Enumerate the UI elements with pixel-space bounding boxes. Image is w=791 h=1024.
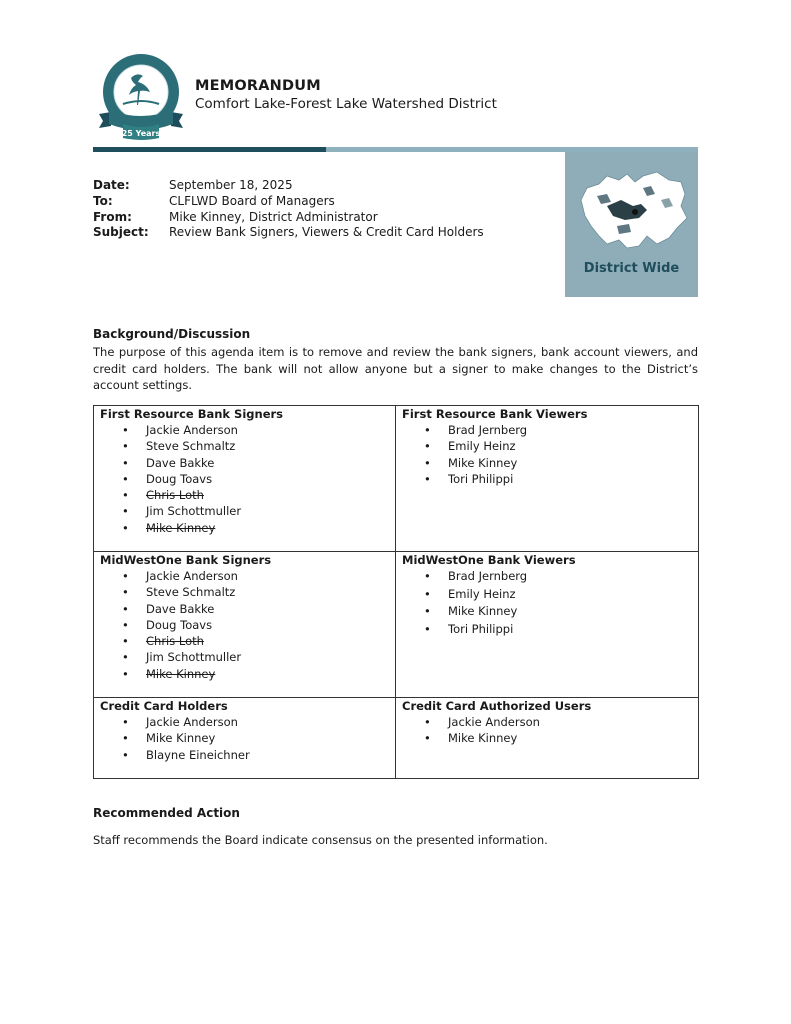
list-item: • Jackie Anderson	[122, 568, 395, 584]
credit-card-holders-heading: Credit Card Holders	[100, 699, 228, 713]
district-map	[577, 166, 689, 256]
district-logo	[93, 52, 189, 142]
table-cell	[396, 698, 699, 779]
table-cell	[396, 406, 699, 552]
midwestone-viewers-list	[402, 568, 698, 638]
district-wide-box	[565, 152, 698, 297]
list-item: • Emily Heinz	[424, 586, 698, 604]
list-item: • Dave Bakke	[122, 601, 395, 617]
table-cell	[94, 698, 396, 779]
list-item-removed: • Mike Kinney	[122, 666, 395, 682]
background-heading: Background/Discussion	[93, 327, 251, 341]
to-label: To:	[93, 194, 113, 208]
header-rule-dark	[93, 147, 326, 152]
midwestone-signers-heading: MidWestOne Bank Signers	[100, 553, 272, 567]
table-cell	[94, 552, 396, 698]
table-cell	[396, 552, 699, 698]
list-item: • Brad Jernberg	[424, 422, 698, 438]
from-value: Mike Kinney, District Administrator	[169, 210, 378, 224]
list-item: • Jim Schottmuller	[122, 503, 395, 519]
list-item: • Steve Schmaltz	[122, 584, 395, 600]
table-cell	[94, 406, 396, 552]
list-item-removed: • Mike Kinney	[122, 520, 395, 536]
midwestone-viewers-heading: MidWestOne Bank Viewers	[402, 553, 576, 567]
recommended-action-heading: Recommended Action	[93, 806, 240, 820]
credit-card-users-heading: Credit Card Authorized Users	[402, 699, 592, 713]
list-item: • Brad Jernberg	[424, 568, 698, 586]
midwestone-signers-list	[100, 568, 395, 682]
from-label: From:	[93, 210, 132, 224]
signers-table	[93, 405, 699, 779]
table-row	[94, 552, 699, 698]
list-item: • Jackie Anderson	[122, 422, 395, 438]
recommended-action-text: Staff recommends the Board indicate consensus on the presented information.	[93, 833, 548, 847]
memo-title: MEMORANDUM	[195, 78, 321, 94]
list-item: • Mike Kinney	[424, 730, 698, 746]
organization-name: Comfort Lake-Forest Lake Watershed District	[195, 96, 497, 112]
subject-label: Subject:	[93, 225, 149, 239]
list-item: • Jackie Anderson	[122, 714, 395, 730]
table-row	[94, 406, 699, 552]
list-item: • Doug Toavs	[122, 471, 395, 487]
credit-card-users-list	[402, 714, 698, 747]
first-resource-signers-list	[100, 422, 395, 536]
list-item-removed: • Chris Loth	[122, 487, 395, 503]
list-item: • Steve Schmaltz	[122, 438, 395, 454]
district-wide-label: District Wide	[583, 261, 680, 276]
date-label: Date:	[93, 178, 130, 192]
svg-text:25 Years: 25 Years	[121, 129, 161, 138]
list-item: • Doug Toavs	[122, 617, 395, 633]
background-text: The purpose of this agenda item is to remove and review the bank signers, bank account viewers, and credit card holders. The bank will not allow anyone but a signer to make changes to the District’s account settings.	[93, 345, 698, 392]
list-item: • Tori Philippi	[424, 621, 698, 639]
date-value: September 18, 2025	[169, 178, 293, 192]
list-item: • Jackie Anderson	[424, 714, 698, 730]
table-row	[94, 698, 699, 779]
list-item: • Dave Bakke	[122, 455, 395, 471]
list-item: • Emily Heinz	[424, 438, 698, 454]
list-item-removed: • Chris Loth	[122, 633, 395, 649]
first-resource-viewers-list	[402, 422, 698, 487]
list-item: • Jim Schottmuller	[122, 649, 395, 665]
list-item: • Tori Philippi	[424, 471, 698, 487]
list-item: • Mike Kinney	[424, 603, 698, 621]
to-value: CLFLWD Board of Managers	[169, 194, 335, 208]
first-resource-signers-heading: First Resource Bank Signers	[100, 407, 284, 421]
credit-card-holders-list	[100, 714, 395, 763]
subject-value: Review Bank Signers, Viewers & Credit Card Holders	[169, 225, 484, 239]
list-item: • Blayne Eineichner	[122, 747, 395, 763]
list-item: • Mike Kinney	[424, 455, 698, 471]
list-item: • Mike Kinney	[122, 730, 395, 746]
first-resource-viewers-heading: First Resource Bank Viewers	[402, 407, 588, 421]
